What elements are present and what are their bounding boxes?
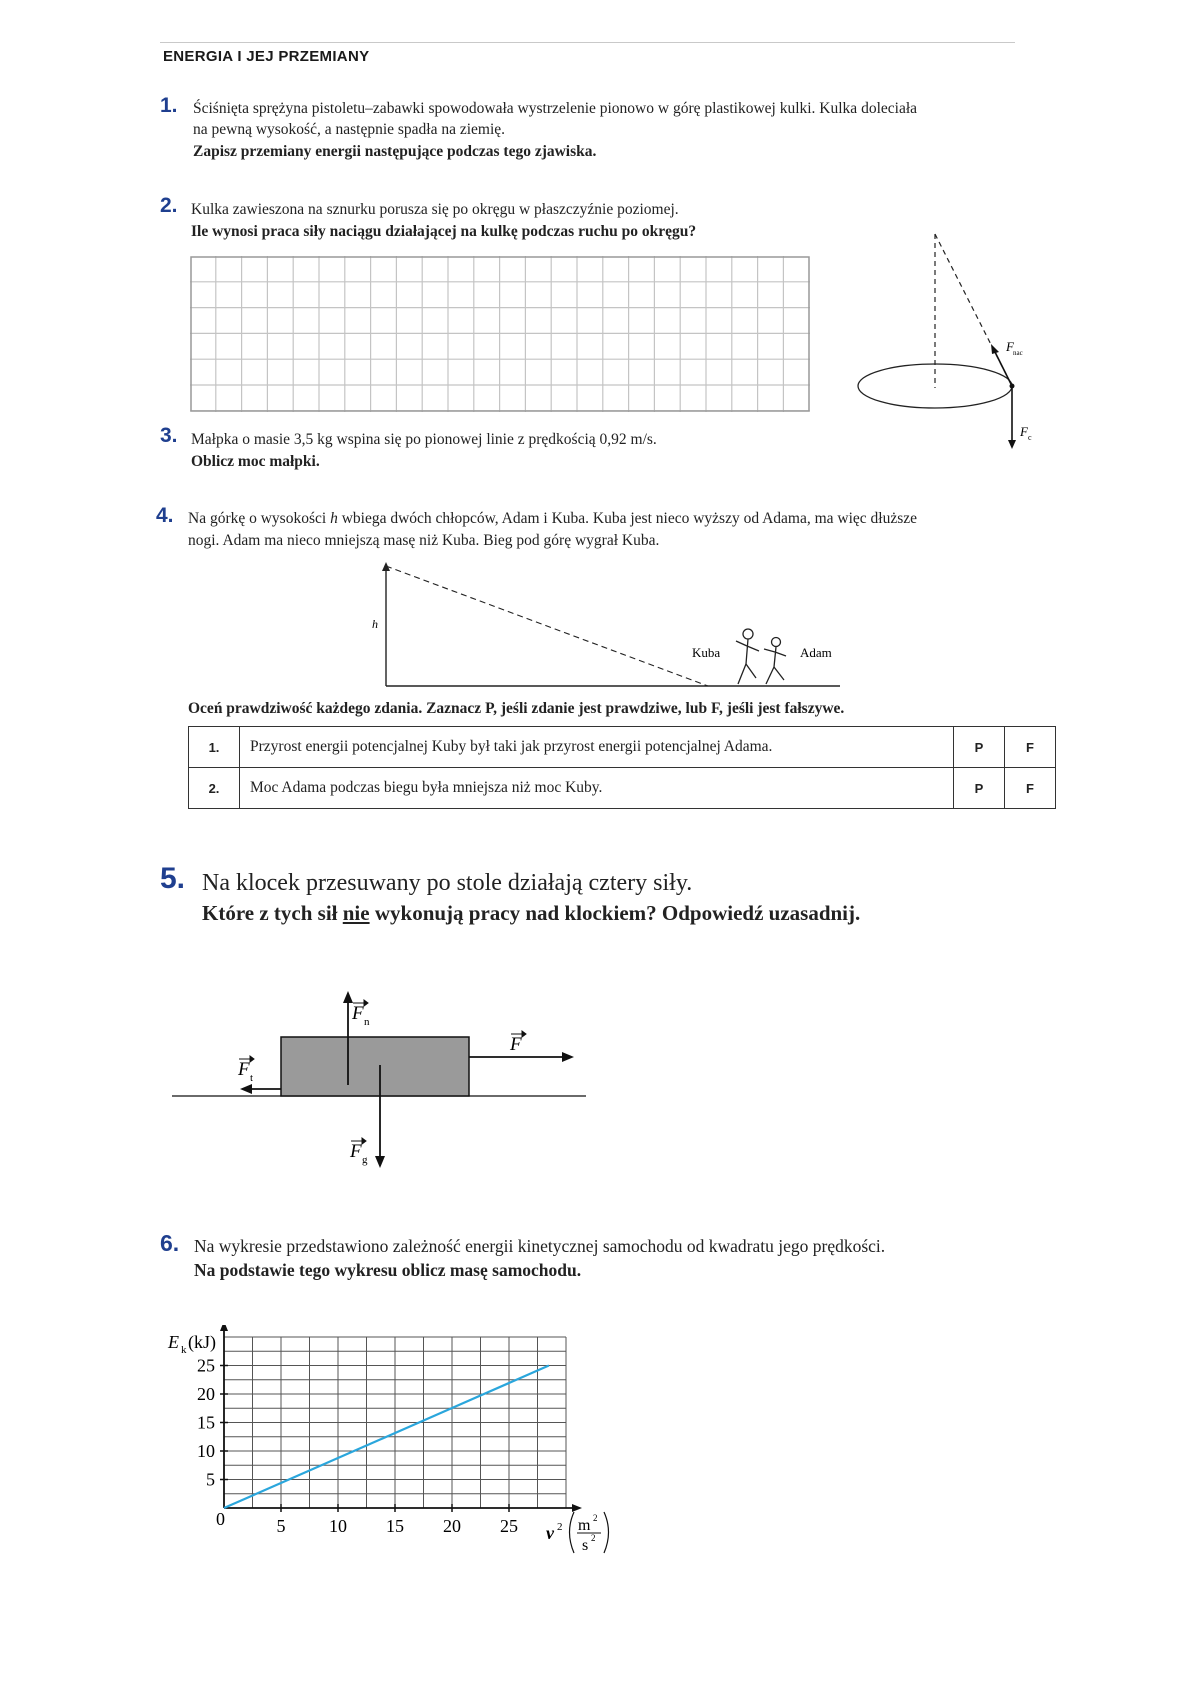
tension-force-subscript: nac bbox=[1013, 349, 1023, 357]
x-tick-label: 25 bbox=[500, 1516, 518, 1536]
x-tick-label: 10 bbox=[329, 1516, 347, 1536]
answer-grid[interactable] bbox=[190, 256, 810, 412]
task-1-text-line-2: na pewną wysokość, a następnie spadła na ziemię. bbox=[193, 121, 506, 138]
true-option[interactable]: P bbox=[954, 768, 1005, 809]
task-4-text-line-2: nogi. Adam ma nieco mniejszą masę niż Kuba. Bieg pod górę wygrał Kuba. bbox=[188, 532, 660, 549]
task-2-number: 2. bbox=[160, 194, 178, 217]
task-6-question: Na podstawie tego wykresu oblicz masę samochodu. bbox=[194, 1260, 582, 1280]
tension-force-label: F bbox=[1006, 339, 1014, 354]
task-4-text-line-1: Na górkę o wysokości h wbiega dwóch chłopców, Adam i Kuba. Kuba jest nieco wyższy od Adama, ma więc dłuższe bbox=[188, 510, 918, 527]
block-forces-diagram bbox=[170, 975, 600, 1175]
gravity-force-label: F bbox=[350, 1141, 362, 1162]
task-6-text-line-1: Na wykresie przedstawiono zależność energii kinetycznej samochodu od kwadratu jego prędkości. bbox=[194, 1236, 886, 1256]
block bbox=[281, 1037, 469, 1096]
y-tick-label: 5 bbox=[206, 1469, 215, 1490]
task-4-number: 4. bbox=[156, 504, 174, 527]
x-axis-arrow bbox=[572, 1504, 582, 1512]
gravity-force-subscript: g bbox=[362, 1154, 368, 1166]
task-1-number: 1. bbox=[160, 94, 178, 117]
x-tick-label: 20 bbox=[443, 1516, 461, 1536]
statement-text: Moc Adama podczas biegu była mniejsza niż moc Kuby. bbox=[240, 768, 954, 809]
y-axis-label bbox=[167, 1332, 216, 1356]
friction-force-subscript: t bbox=[250, 1072, 254, 1084]
task-5-number: 5. bbox=[160, 862, 186, 895]
applied-force-label: F bbox=[510, 1034, 522, 1055]
y-tick-label: 25 bbox=[197, 1355, 215, 1376]
row-index: 1. bbox=[189, 727, 240, 768]
y-axis-subscript: k bbox=[181, 1344, 187, 1356]
task-1-question: Zapisz przemiany energii następujące podczas tego zjawiska. bbox=[193, 143, 597, 160]
task-5-question: Które z tych sił nie wykonują pracy nad klockiem? Odpowiedź uzasadnij. bbox=[202, 901, 861, 925]
x-axis-symbol: v bbox=[546, 1523, 554, 1543]
y-tick-label: 10 bbox=[197, 1441, 215, 1461]
table-row bbox=[189, 727, 1056, 768]
kinetic-energy-chart bbox=[160, 1325, 630, 1575]
x-axis-superscript: 2 bbox=[557, 1521, 563, 1533]
x-unit-denominator: s bbox=[582, 1537, 589, 1554]
task-1-text-line-1: Ściśnięta sprężyna pistoletu–zabawki spowodowała wystrzelenie pionowo w górę plastikowej kulki. Kulka doleciała bbox=[193, 100, 918, 117]
friction-force-label: F bbox=[238, 1059, 250, 1080]
origin-label: 0 bbox=[216, 1509, 225, 1529]
y-tick-label: 20 bbox=[197, 1384, 215, 1404]
table-row bbox=[189, 768, 1056, 809]
x-unit-numerator: m bbox=[578, 1517, 591, 1534]
x-tick-label: 15 bbox=[386, 1516, 404, 1536]
adam-label: Adam bbox=[800, 645, 832, 660]
x-unit-numerator-superscript: 2 bbox=[593, 1513, 598, 1523]
false-option[interactable]: F bbox=[1005, 768, 1056, 809]
task-6-number: 6. bbox=[160, 1230, 180, 1256]
section-title: ENERGIA I JEJ PRZEMIANY bbox=[163, 48, 370, 65]
y-axis-symbol: E bbox=[168, 1332, 179, 1352]
top-rule bbox=[160, 42, 1015, 43]
conical-pendulum-diagram bbox=[850, 228, 1050, 458]
task-2-text-line-1: Kulka zawieszona na sznurku porusza się po okręgu w płaszczyźnie poziomej. bbox=[191, 201, 679, 218]
false-option[interactable]: F bbox=[1005, 727, 1056, 768]
x-unit-denominator-superscript: 2 bbox=[591, 1533, 596, 1543]
y-axis-arrow bbox=[220, 1325, 228, 1331]
task-3-text-line-1: Małpka o masie 3,5 kg wspina się po pionowej linie z prędkością 0,92 m/s. bbox=[191, 431, 657, 448]
kuba-label: Kuba bbox=[692, 645, 721, 660]
gravity-force-label: F bbox=[1020, 424, 1028, 439]
y-axis-unit: (kJ) bbox=[188, 1332, 216, 1352]
kuba-figure bbox=[736, 629, 759, 684]
true-false-table bbox=[188, 726, 1056, 809]
height-label: h bbox=[372, 617, 378, 631]
task-3-number: 3. bbox=[160, 424, 178, 447]
x-axis-label bbox=[546, 1512, 609, 1554]
true-option[interactable]: P bbox=[954, 727, 1005, 768]
adam-figure bbox=[764, 638, 786, 685]
normal-force-label: F bbox=[352, 1003, 364, 1024]
x-tick-label: 5 bbox=[276, 1516, 286, 1536]
gravity-force-subscript: c bbox=[1028, 433, 1032, 442]
task-5-text-line-1: Na klocek przesuwany po stole działają cztery siły. bbox=[202, 870, 693, 896]
hill-diagram bbox=[360, 556, 850, 690]
row-index: 2. bbox=[189, 768, 240, 809]
y-tick-label: 15 bbox=[197, 1412, 215, 1433]
task-3-question: Oblicz moc małpki. bbox=[191, 453, 320, 470]
normal-force-subscript: n bbox=[364, 1016, 370, 1028]
task-2-question: Ile wynosi praca siły naciągu działającej na kulkę podczas ruchu po okręgu? bbox=[191, 223, 697, 240]
statement-text: Przyrost energii potencjalnej Kuby był taki jak przyrost energii potencjalnej Adama. bbox=[240, 727, 954, 768]
task-4-instruction: Oceń prawdziwość każdego zdania. Zaznacz P, jeśli zdanie jest prawdziwe, lub F, jeśli jest fałszywe. bbox=[188, 700, 845, 717]
